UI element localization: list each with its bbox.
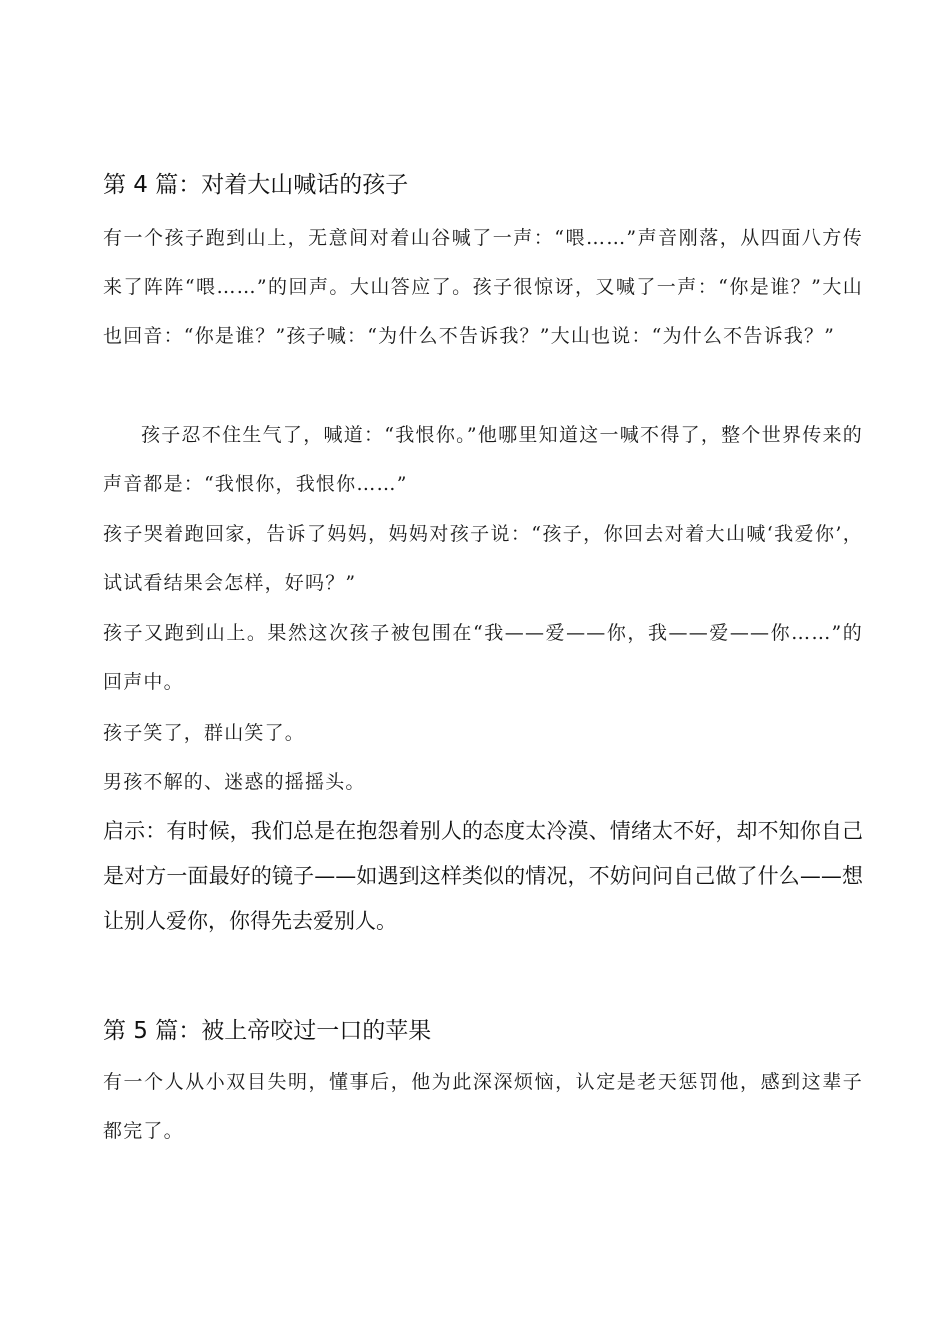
section-4-paragraph-1: 有一个孩子跑到山上，无意间对着山谷喊了一声：“喂……”声音刚落，从四面八方传来了阵阵“喂……”的回声。大山答应了。孩子很惊讶，又喊了一声：“你是谁？”大山也回音：“你是谁？”孩子喊：“为什么不告诉我？”大山也说：“为什么不告诉我？” — [103, 227, 863, 347]
section-4-paragraph-6: 男孩不解的、迷惑的摇摇头。 — [103, 771, 366, 793]
section-4-paragraph-3: 孩子哭着跑回家，告诉了妈妈，妈妈对孩子说：“孩子，你回去对着大山喊‘我爱你’，试试看结果会怎样，好吗？” — [103, 523, 863, 594]
section-4-title: 第 4 篇：对着大山喊话的孩子 — [103, 172, 409, 198]
section-4-paragraph-2: 孩子忍不住生气了，喊道：“我恨你。”他哪里知道这一喊不得了，整个世界传来的声音都是：“我恨你，我恨你……” — [103, 424, 863, 495]
section-4-paragraph-5: 孩子笑了，群山笑了。 — [103, 722, 306, 744]
section-4-moral: 启示：有时候，我们总是在抱怨着别人的态度太冷漠、情绪太不好，却不知你自己是对方一面最好的镜子——如遇到这样类似的情况，不妨问问自己做了什么——想让别人爱你，你得先去爱别人。 — [103, 819, 863, 933]
section-4-paragraph-4: 孩子又跑到山上。果然这次孩子被包围在“我——爱——你，我——爱——你……”的回声中。 — [103, 622, 863, 693]
section-5-title: 第 5 篇：被上帝咬过一口的苹果 — [103, 1018, 432, 1044]
section-5-paragraph-1: 有一个人从小双目失明，懂事后，他为此深深烦恼，认定是老天惩罚他，感到这辈子都完了。 — [103, 1071, 863, 1142]
